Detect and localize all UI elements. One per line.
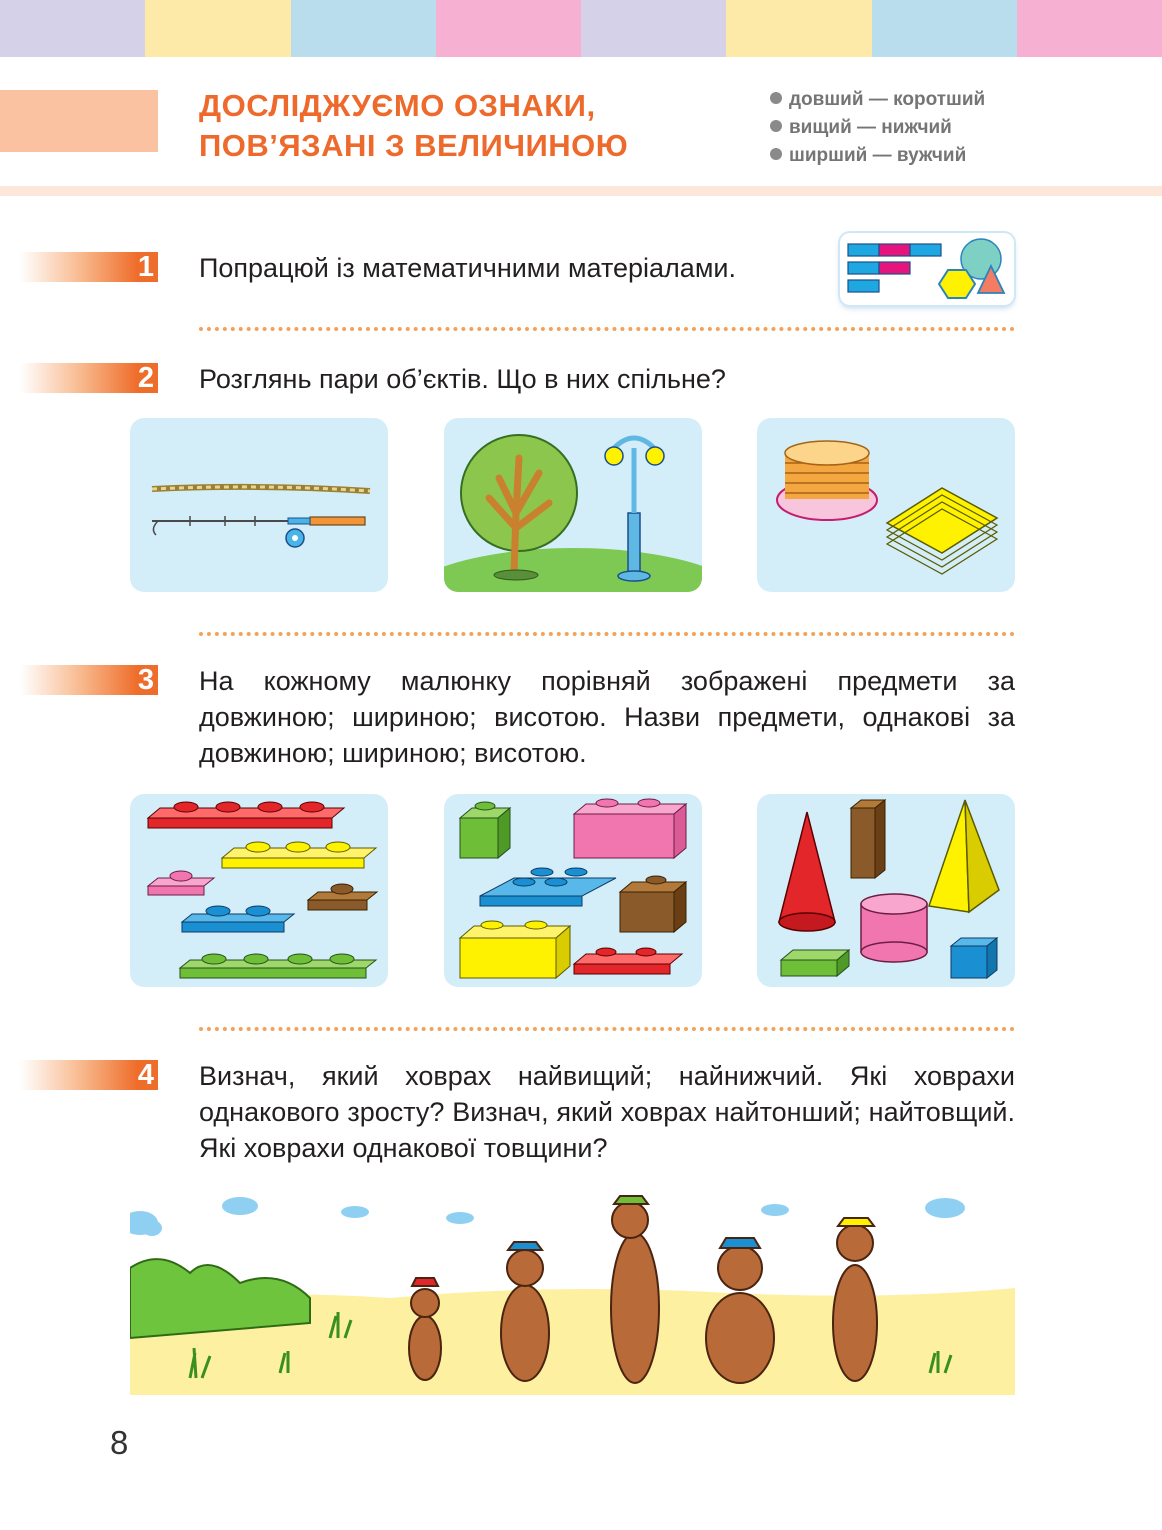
blue-plate-icon (480, 868, 616, 906)
red-plate-icon (574, 948, 682, 974)
pink-plate-icon (148, 871, 214, 895)
bullet-item: ширший — вужчий (770, 142, 985, 170)
task-number-2: 2 (20, 363, 158, 393)
bullet-dot-icon (770, 92, 782, 104)
bullet-dot-icon (770, 120, 782, 132)
task-text-2: Розглянь пари об’єктів. Що в них спільне? (199, 364, 726, 394)
rope-icon (152, 487, 370, 491)
strip-segment (1017, 0, 1162, 57)
red-plate-icon (148, 802, 344, 828)
green-plate-icon (180, 954, 376, 978)
topic-bullets (770, 86, 985, 170)
strip-segment (0, 0, 145, 57)
geometric-solids-panel (757, 794, 1015, 987)
yellow-brick-icon (460, 921, 570, 978)
pair-pancakes-napkins (757, 418, 1015, 592)
header-divider (0, 186, 1162, 196)
bullet-item: довший — коротший (770, 86, 985, 114)
task-number-4: 4 (20, 1060, 158, 1090)
gophers-scene (130, 1188, 1015, 1395)
section-divider (199, 632, 1015, 636)
fishing-rod-icon (152, 516, 365, 547)
pancake-stack-icon (777, 441, 877, 520)
green-cube-icon (460, 802, 510, 858)
section-divider (199, 327, 1015, 331)
page-title (199, 86, 628, 166)
task-text-4: Визнач, який ховрах найвищий; найнижчий. Які ховрахи однакового зросту? Визнач, який ховрах найтонший; найтовщий. Які ховрахи однакової товщини? (199, 1061, 1015, 1163)
lego-plates-panel (130, 794, 388, 987)
title-line-1: ДОСЛІДЖУЄМО ОЗНАКИ, (199, 88, 596, 123)
tall-box-icon (851, 800, 885, 878)
strip-segment (726, 0, 871, 57)
section-divider (199, 1027, 1015, 1031)
pyramid-icon (929, 800, 999, 912)
cylinder-icon (861, 894, 927, 962)
blue-plate-icon (182, 906, 294, 932)
strip-segment (872, 0, 1017, 57)
color-strip (0, 0, 1162, 57)
flat-box-icon (781, 950, 849, 976)
bullet-dot-icon (770, 148, 782, 160)
task-number-3: 3 (20, 665, 158, 695)
task-text-3: На кожному малюнку порівняй зображені предмети за довжиною; шириною; висотою. Назви предмети, однакові за довжиною; шириною; висотою. (199, 666, 1015, 768)
task-number-1: 1 (20, 252, 158, 282)
brown-cube-icon (620, 876, 686, 932)
strip-segment (581, 0, 726, 57)
cone-icon (779, 812, 835, 931)
math-materials-icon (840, 233, 1014, 305)
bullet-item: вищий — нижчий (770, 114, 985, 142)
pair-tree-street-lamp (444, 418, 702, 592)
header-accent-bar (0, 90, 158, 152)
page-number: 8 (110, 1424, 129, 1461)
task-text-1: Попрацюй із математичними матеріалами. (199, 253, 736, 283)
lego-bricks-panel (444, 794, 702, 987)
strip-segment (291, 0, 436, 57)
title-line-2: ПОВ’ЯЗАНІ З ВЕЛИЧИНОЮ (199, 128, 629, 163)
strip-segment (145, 0, 290, 57)
napkin-stack-icon (887, 488, 997, 574)
strip-segment (436, 0, 581, 57)
yellow-plate-icon (222, 842, 376, 868)
pink-brick-icon (574, 799, 686, 858)
brown-plate-icon (308, 884, 377, 910)
pair-rope-fishing-rod (130, 418, 388, 592)
small-cube-icon (951, 938, 997, 978)
